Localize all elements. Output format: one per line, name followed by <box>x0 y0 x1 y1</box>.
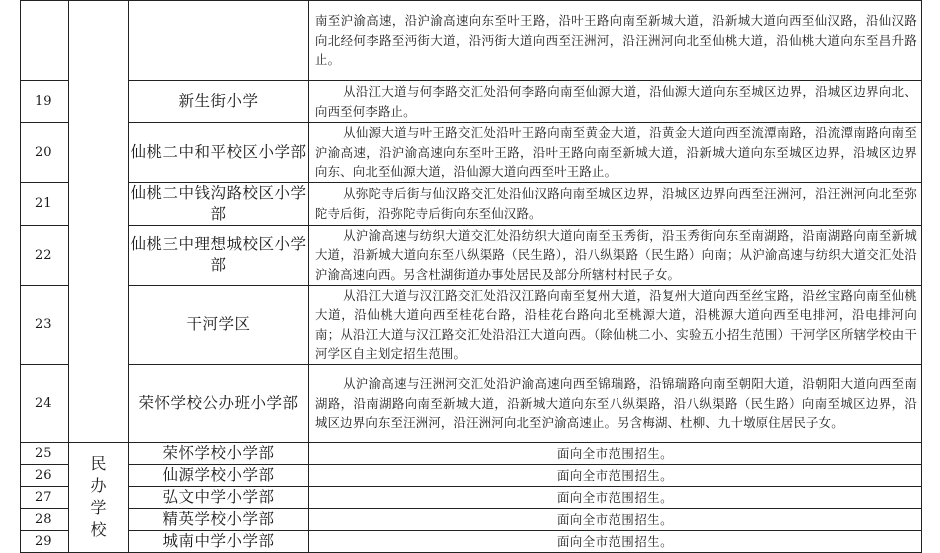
school-name: 精英学校小学部 <box>129 508 309 530</box>
table-row <box>21 123 922 183</box>
row-number: 27 <box>21 486 69 508</box>
private-school-label: 民 办 学 校 <box>90 454 107 540</box>
zone-description <box>309 1 922 81</box>
school-name <box>129 1 309 81</box>
table-row <box>21 182 922 225</box>
row-number: 19 <box>21 81 69 123</box>
table-row <box>21 442 922 464</box>
row-number: 29 <box>21 530 69 552</box>
table-row <box>21 81 922 123</box>
zone-description <box>309 182 922 225</box>
row-number: 23 <box>21 285 69 364</box>
school-name: 荣怀学校公办班小学部 <box>129 364 309 442</box>
zone-description <box>309 225 922 285</box>
zone-description <box>309 364 922 442</box>
zone-description <box>309 123 922 183</box>
school-name: 新生街小学 <box>129 81 309 123</box>
table-row <box>21 285 922 364</box>
table-row <box>21 1 922 81</box>
row-number: 20 <box>21 123 69 183</box>
row-number: 22 <box>21 225 69 285</box>
table-row <box>21 530 922 552</box>
school-name: 干河学区 <box>129 285 309 364</box>
school-name: 弘文中学小学部 <box>129 486 309 508</box>
zone-description: 面向全市范围招生。 <box>309 508 922 530</box>
zone-description-text: 从沪渝高速与汪洲河交汇处沿沪渝高速向西至锦瑞路，沿锦瑞路向南至朝阳大道，沿朝阳大道向西至南湖路，沿南湖路向南至新城大道，沿新城大道向东至八纵渠路，沿八纵渠路（民生路）向南至城区边界，沿城区边界向东至汪洲河，沿汪洲河向北至沪渝高速止。另含梅湖、杜柳、九十墩原住居民子女。 <box>315 376 917 431</box>
zone-description <box>309 285 922 364</box>
private-school-category <box>69 442 129 552</box>
zone-description: 面向全市范围招生。 <box>309 442 922 464</box>
row-number: 28 <box>21 508 69 530</box>
zone-description-text: 从沿江大道与何李路交汇处沿何李路向南至仙源大道，沿仙源大道向东至城区边界，沿城区边界向北、向西至何李路止。 <box>315 83 917 119</box>
table-row <box>21 364 922 442</box>
zone-description-text: 从弥陀寺后街与仙汉路交汇处沿仙汉路向南至城区边界，沿城区边界向西至汪洲河，沿汪洲河向北至弥陀寺后街，沿弥陀寺后街向东至仙汉路。 <box>315 186 917 221</box>
school-name: 仙源学校小学部 <box>129 464 309 486</box>
zone-description-text: 从仙源大道与叶王路交汇处沿叶王路向南至黄金大道，沿黄金大道向西至流潭南路，沿流潭南路向南至沪渝高速，沿沪渝高速向东至叶王路，沿叶王路向南至新城大道，沿新城大道向东至城区边界，沿城区边界向东、向北至仙源大道，沿仙源大道向西至叶王路止。 <box>315 125 917 180</box>
school-name: 荣怀学校小学部 <box>129 442 309 464</box>
row-number <box>21 1 69 81</box>
row-number: 24 <box>21 364 69 442</box>
table-row <box>21 486 922 508</box>
row-number: 21 <box>21 182 69 225</box>
zone-description-text: 从沪渝高速与纺织大道交汇处沿纺织大道向南至玉秀街，沿玉秀街向东至南湖路，沿南湖路向南至新城大道，沿新城大道向东至八纵渠路（民生路），沿八纵渠路（民生路）向南；从沪渝高速与纺织大道交汇处沿沪渝高速向西。另含杜湖街道办事处居民及部分所辖村村民子女。 <box>315 227 917 282</box>
zone-description-text: 南至沪渝高速，沿沪渝高速向东至叶王路，沿叶王路向南至新城大道，沿新城大道向西至仙汉路，沿仙汉路向北经何李路至沔街大道，沿沔街大道向西至汪洲河，沿汪洲河向北至仙桃大道，沿仙桃大道向东至昌升路止。 <box>315 13 917 68</box>
school-name: 仙桃二中钱沟路校区小学部 <box>129 182 309 225</box>
zone-description-text: 从沿江大道与汉江路交汇处沿汉江路向南至复州大道，沿复州大道向西至丝宝路，沿丝宝路向南至仙桃大道，沿仙桃大道向西至桂花台路，沿桂花台路向北至桃源大道，沿桃源大道向西至电排河，沿电排河向南；从沿江大道与汉江路交汇处沿沿江大道向西。（除仙桃二小、实验五小招生范围）干河学区所辖学校由干河学区自主划定招生范围。 <box>315 287 917 362</box>
zone-description <box>309 81 922 123</box>
table-row <box>21 508 922 530</box>
zone-description: 面向全市范围招生。 <box>309 464 922 486</box>
school-name: 仙桃三中理想城校区小学部 <box>129 225 309 285</box>
category-cell <box>69 1 129 443</box>
table-row <box>21 464 922 486</box>
school-name: 仙桃二中和平校区小学部 <box>129 123 309 183</box>
zone-description: 面向全市范围招生。 <box>309 530 922 552</box>
table-row <box>21 225 922 285</box>
row-number: 26 <box>21 464 69 486</box>
school-name: 城南中学小学部 <box>129 530 309 552</box>
row-number: 25 <box>21 442 69 464</box>
enrollment-zone-table <box>20 0 922 553</box>
zone-description: 面向全市范围招生。 <box>309 486 922 508</box>
